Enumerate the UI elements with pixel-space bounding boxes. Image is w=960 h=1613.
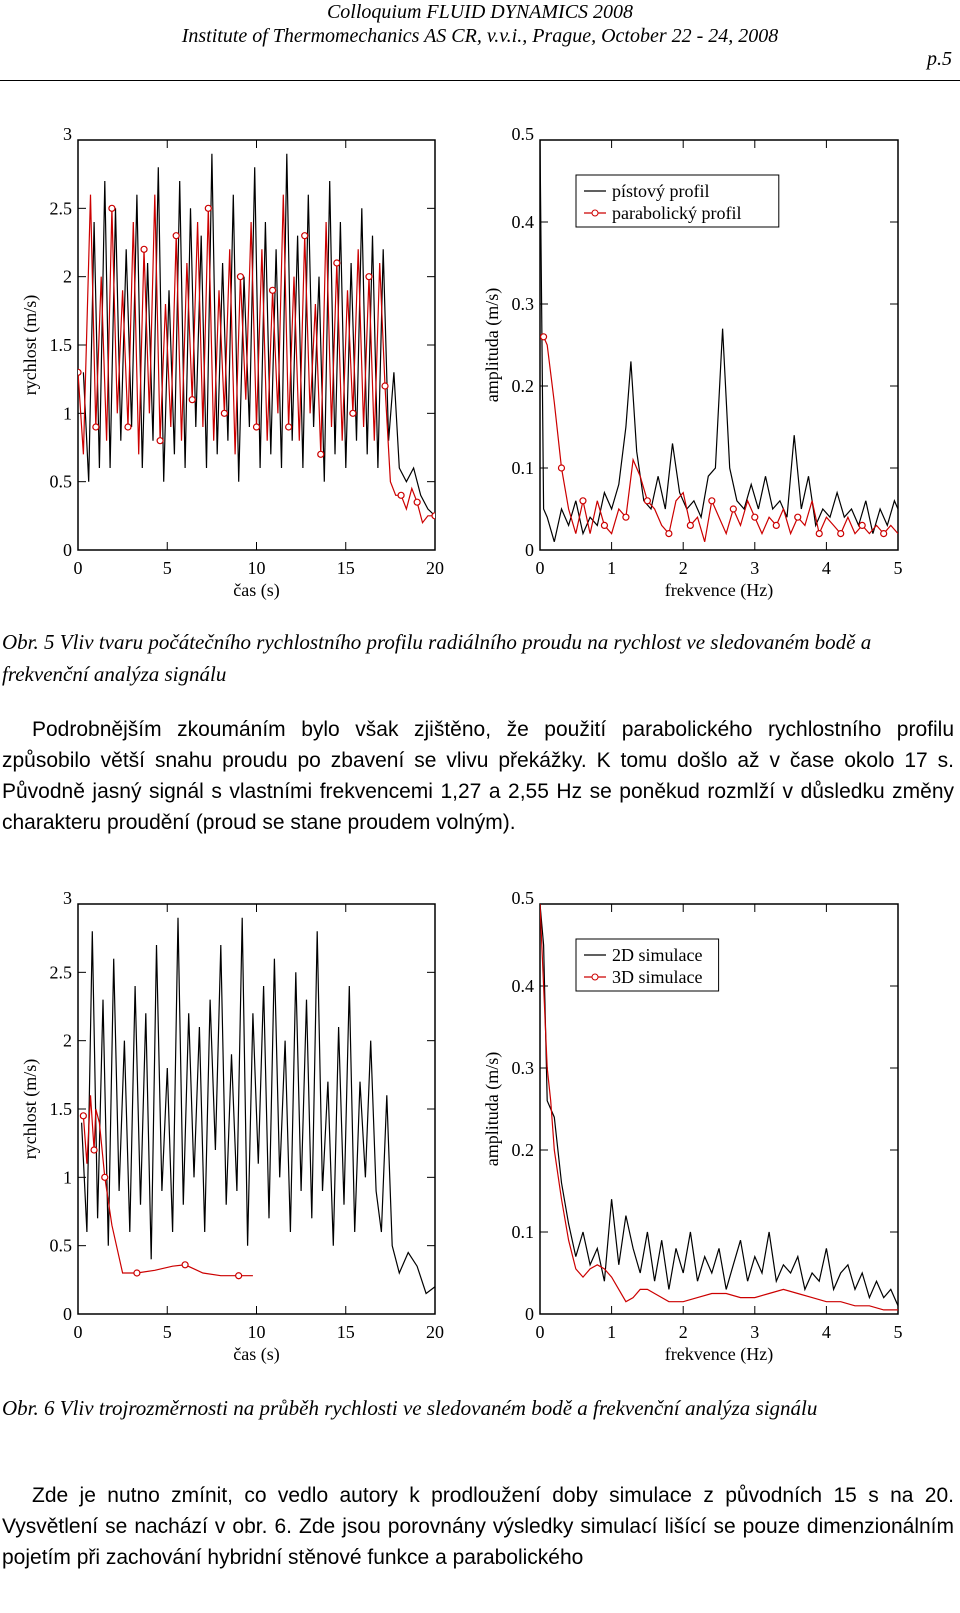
series-marker bbox=[558, 465, 564, 471]
y-tick-label: 2.5 bbox=[49, 198, 72, 219]
fig6-time-chart bbox=[0, 884, 470, 1374]
series-marker bbox=[318, 451, 324, 457]
series-marker bbox=[382, 383, 388, 389]
series-marker bbox=[109, 205, 115, 211]
x-tick-label: 2 bbox=[678, 558, 688, 578]
series-marker bbox=[141, 246, 147, 252]
series-marker bbox=[816, 531, 822, 537]
series-marker bbox=[173, 233, 179, 239]
x-tick-label: 20 bbox=[426, 1322, 444, 1342]
fig5-caption: Obr. 5 Vliv tvaru počátečního rychlostního profilu radiálního proudu na rychlost ve sledovaném bodě a frekvenční analýza signálu bbox=[2, 630, 872, 686]
y-tick-label: 0.1 bbox=[511, 458, 534, 478]
series-marker bbox=[644, 498, 650, 504]
series-marker bbox=[730, 506, 736, 512]
x-tick-label: 2 bbox=[678, 1322, 688, 1342]
x-tick-label: 1 bbox=[607, 558, 617, 578]
y-tick-label: 1.5 bbox=[49, 335, 72, 355]
y-tick-label: 0.2 bbox=[511, 1140, 534, 1160]
series-marker bbox=[236, 1273, 242, 1279]
series-marker bbox=[414, 499, 420, 505]
y-tick-label: 0.3 bbox=[511, 294, 534, 314]
y-axis-label: amplituda (m/s) bbox=[482, 1051, 502, 1167]
y-tick-label: 0 bbox=[63, 540, 72, 560]
series-marker bbox=[541, 334, 547, 340]
x-tick-label: 4 bbox=[821, 558, 831, 578]
page-number: p.5 bbox=[927, 48, 952, 70]
series-marker bbox=[125, 424, 131, 430]
paragraph-1: Podrobnějším zkoumáním bylo však zjištěno, že použití parabolického rychlostního profilu způsobilo větší snahu proudu po zbavení se vlivu překážky. K tomu došlo až v čase okolo 17 s. Původně jasný signál s vlastními frekvencemi 1,27 a 2,55 Hz se poněkud rozmlží v důsledku změny charakteru proudění (proud se stane proudem volným). bbox=[2, 718, 954, 834]
y-tick-label: 2.5 bbox=[49, 962, 72, 983]
series-marker bbox=[666, 531, 672, 537]
x-tick-label: 5 bbox=[893, 1322, 903, 1342]
series-marker bbox=[838, 531, 844, 537]
x-tick-label: 0 bbox=[73, 1322, 83, 1342]
series-marker bbox=[102, 1174, 108, 1180]
conference-title: Colloquium FLUID DYNAMICS 2008 bbox=[326, 1, 634, 23]
series-marker bbox=[75, 369, 81, 375]
header-rule bbox=[0, 80, 960, 81]
paragraph-2: Zde je nutno zmínit, co vedlo autory k prodloužení doby simulace z původních 15 s na 20. Vysvětlení se nachází v obr. 6. Zde jsou porovnány výsledky simulací lišící se pouze dimenzionálním pojetím při zachování hybridní stěnové funkce a parabolického bbox=[2, 1484, 954, 1569]
series-marker bbox=[687, 522, 693, 528]
y-tick-label: 0.5 bbox=[49, 471, 72, 492]
x-tick-label: 0 bbox=[535, 558, 545, 578]
y-tick-label: 0.3 bbox=[511, 1058, 534, 1078]
x-tick-label: 0 bbox=[73, 558, 83, 578]
series-marker bbox=[623, 514, 629, 520]
x-tick-label: 20 bbox=[426, 558, 444, 578]
y-tick-label: 0 bbox=[63, 1304, 72, 1324]
series-marker bbox=[432, 513, 438, 519]
y-tick-label: 0.5 bbox=[49, 1235, 72, 1256]
series-marker bbox=[189, 397, 195, 403]
series-line-1 bbox=[82, 918, 435, 1294]
series-marker bbox=[859, 522, 865, 528]
x-tick-label: 4 bbox=[821, 1322, 831, 1342]
series-marker bbox=[795, 514, 801, 520]
y-tick-label: 2 bbox=[63, 266, 72, 287]
series-marker bbox=[881, 531, 887, 537]
fig6-frequency-chart bbox=[470, 884, 940, 1374]
series-marker bbox=[601, 522, 607, 528]
series-marker bbox=[157, 438, 163, 444]
y-tick-label: 0 bbox=[525, 540, 534, 560]
legend-label: parabolický profil bbox=[612, 203, 742, 223]
series-marker bbox=[205, 205, 211, 211]
x-tick-label: 10 bbox=[247, 558, 266, 578]
legend-label: 3D simulace bbox=[612, 967, 703, 987]
fig6-caption: Obr. 6 Vliv trojrozměrnosti na průběh rychlosti ve sledovaném bodě a frekvenční analýza signálu bbox=[2, 1396, 818, 1420]
y-axis-label: amplituda (m/s) bbox=[482, 287, 502, 403]
series-marker bbox=[93, 424, 99, 430]
series-marker bbox=[709, 498, 715, 504]
y-tick-label: 3 bbox=[63, 124, 72, 144]
conference-venue: Institute of Thermomechanics AS CR, v.v.i., Prague, October 22 - 24, 2008 bbox=[181, 25, 779, 47]
y-tick-label: 1 bbox=[63, 1167, 72, 1188]
x-axis-label: čas (s) bbox=[233, 1344, 280, 1364]
y-tick-label: 1 bbox=[63, 403, 72, 424]
y-tick-label: 0.2 bbox=[511, 376, 534, 396]
y-tick-label: 1.5 bbox=[49, 1099, 72, 1119]
series-marker bbox=[254, 424, 260, 430]
series-marker bbox=[350, 410, 356, 416]
series-marker bbox=[80, 1113, 86, 1119]
series-marker bbox=[286, 424, 292, 430]
legend-marker bbox=[592, 210, 598, 216]
x-tick-label: 15 bbox=[336, 558, 355, 578]
x-tick-label: 15 bbox=[336, 1322, 355, 1342]
series-marker bbox=[134, 1270, 140, 1276]
y-tick-label: 0.4 bbox=[511, 976, 534, 996]
x-tick-label: 3 bbox=[750, 558, 760, 578]
legend-label: 2D simulace bbox=[612, 945, 703, 965]
legend-label: pístový profil bbox=[612, 181, 710, 201]
x-tick-label: 5 bbox=[162, 558, 172, 578]
series-marker bbox=[270, 287, 276, 293]
series-marker bbox=[302, 233, 308, 239]
series-marker bbox=[398, 492, 404, 498]
series-marker bbox=[752, 514, 758, 520]
x-axis-label: frekvence (Hz) bbox=[664, 1344, 774, 1364]
y-axis-label: rychlost (m/s) bbox=[20, 294, 40, 396]
series-marker bbox=[580, 498, 586, 504]
y-axis-label: rychlost (m/s) bbox=[20, 1058, 40, 1160]
series-marker bbox=[366, 274, 372, 280]
x-axis-label: čas (s) bbox=[233, 580, 280, 600]
y-tick-label: 3 bbox=[63, 888, 72, 908]
y-tick-label: 0.4 bbox=[511, 212, 534, 232]
x-tick-label: 10 bbox=[247, 1322, 266, 1342]
y-tick-label: 0 bbox=[525, 1304, 534, 1324]
fig5-time-chart bbox=[0, 120, 470, 610]
series-marker bbox=[91, 1147, 97, 1153]
x-axis-label: frekvence (Hz) bbox=[664, 580, 774, 600]
y-tick-label: 0.5 bbox=[511, 124, 534, 144]
x-tick-label: 5 bbox=[893, 558, 903, 578]
series-marker bbox=[182, 1262, 188, 1268]
y-tick-label: 2 bbox=[63, 1030, 72, 1051]
legend-marker bbox=[592, 974, 598, 980]
x-tick-label: 0 bbox=[535, 1322, 545, 1342]
fig5-frequency-chart bbox=[470, 120, 940, 610]
x-tick-label: 3 bbox=[750, 1322, 760, 1342]
series-marker bbox=[221, 410, 227, 416]
y-tick-label: 0.1 bbox=[511, 1222, 534, 1242]
x-tick-label: 1 bbox=[607, 1322, 617, 1342]
x-tick-label: 5 bbox=[162, 1322, 172, 1342]
y-tick-label: 0.5 bbox=[511, 888, 534, 908]
series-marker bbox=[773, 522, 779, 528]
series-marker bbox=[237, 274, 243, 280]
series-marker bbox=[334, 260, 340, 266]
